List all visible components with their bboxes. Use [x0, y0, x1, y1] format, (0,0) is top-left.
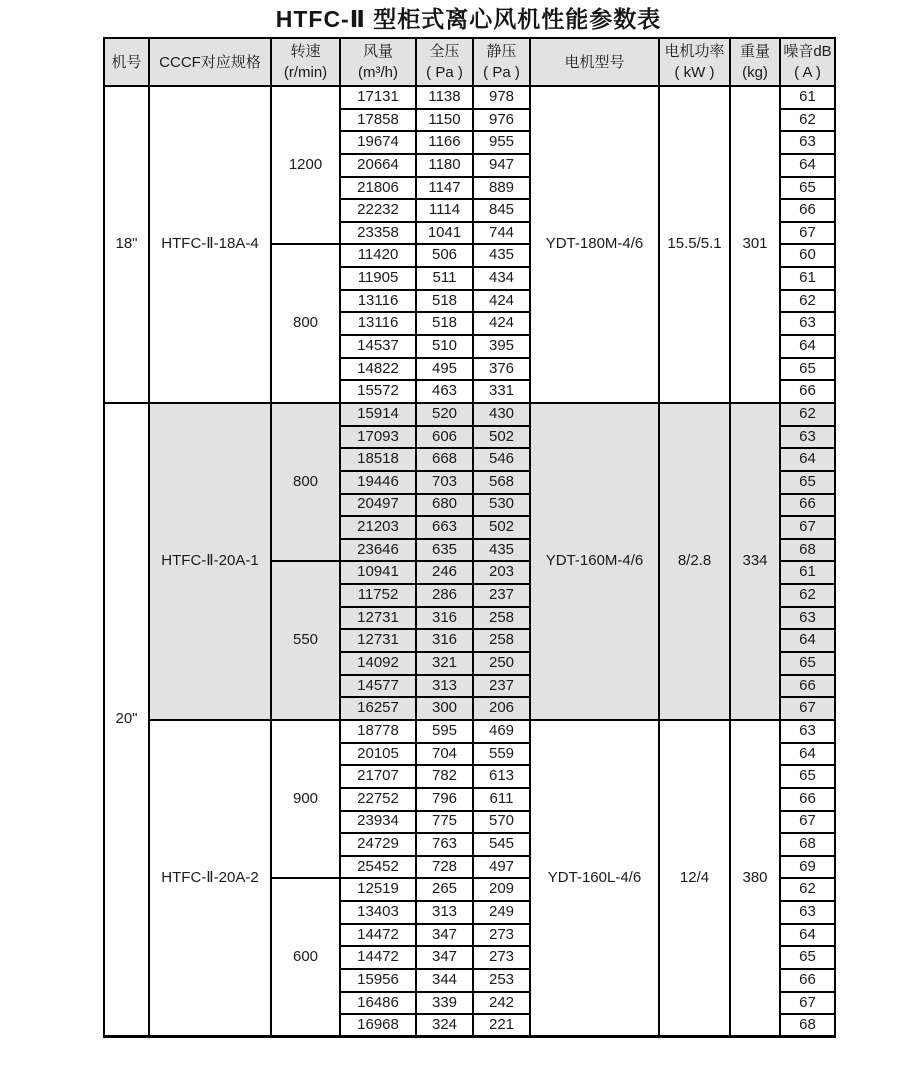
noise-cell: 67	[780, 992, 835, 1015]
static-pressure-cell: 430	[473, 403, 530, 426]
flow-cell: 20105	[340, 743, 416, 766]
weight-cell: 334	[730, 403, 780, 720]
static-pressure-cell: 845	[473, 199, 530, 222]
table-header	[104, 38, 835, 86]
table-row	[104, 720, 835, 743]
noise-cell: 66	[780, 675, 835, 698]
static-pressure-cell: 889	[473, 177, 530, 200]
static-pressure-cell: 568	[473, 471, 530, 494]
speed-cell: 900	[271, 720, 340, 878]
weight-cell: 301	[730, 86, 780, 403]
column-header-line: (m³/h)	[358, 64, 398, 81]
column-header-noise	[780, 38, 835, 86]
column-header-line: 全压	[429, 43, 460, 60]
noise-cell: 66	[780, 380, 835, 403]
total-pressure-cell: 606	[416, 426, 473, 449]
static-pressure-cell: 237	[473, 584, 530, 607]
flow-cell: 17858	[340, 109, 416, 132]
flow-cell: 19674	[340, 131, 416, 154]
total-pressure-cell: 1041	[416, 222, 473, 245]
flow-cell: 12519	[340, 878, 416, 901]
total-pressure-cell: 728	[416, 856, 473, 879]
flow-cell: 18778	[340, 720, 416, 743]
noise-cell: 67	[780, 516, 835, 539]
flow-cell: 12731	[340, 629, 416, 652]
static-pressure-cell: 237	[473, 675, 530, 698]
column-header-static_pressure	[473, 38, 530, 86]
total-pressure-cell: 704	[416, 743, 473, 766]
flow-cell: 11752	[340, 584, 416, 607]
static-pressure-cell: 978	[473, 86, 530, 109]
noise-cell: 63	[780, 901, 835, 924]
flow-cell: 18518	[340, 448, 416, 471]
column-header-line: 电机型号	[564, 53, 625, 71]
static-pressure-cell: 530	[473, 494, 530, 517]
cccf-spec-cell: HTFC-Ⅱ-18A-4	[149, 86, 271, 403]
flow-cell: 14822	[340, 358, 416, 381]
static-pressure-cell: 242	[473, 992, 530, 1015]
flow-cell: 14092	[340, 652, 416, 675]
column-header-line: 静压	[486, 43, 517, 60]
noise-cell: 66	[780, 494, 835, 517]
column-header-line: 噪音dB	[783, 43, 832, 60]
total-pressure-cell: 316	[416, 629, 473, 652]
noise-cell: 68	[780, 539, 835, 562]
flow-cell: 17093	[340, 426, 416, 449]
speed-cell: 600	[271, 878, 340, 1036]
total-pressure-cell: 511	[416, 267, 473, 290]
noise-cell: 61	[780, 561, 835, 584]
total-pressure-cell: 265	[416, 878, 473, 901]
static-pressure-cell: 258	[473, 607, 530, 630]
total-pressure-cell: 703	[416, 471, 473, 494]
static-pressure-cell: 435	[473, 244, 530, 267]
column-header-line: ( Pa )	[483, 64, 520, 81]
total-pressure-cell: 246	[416, 561, 473, 584]
total-pressure-cell: 1180	[416, 154, 473, 177]
cccf-spec-cell: HTFC-Ⅱ-20A-1	[149, 403, 271, 720]
flow-cell: 14472	[340, 946, 416, 969]
flow-cell: 23358	[340, 222, 416, 245]
static-pressure-cell: 273	[473, 924, 530, 947]
total-pressure-cell: 1166	[416, 131, 473, 154]
table-container	[103, 4, 834, 1038]
total-pressure-cell: 520	[416, 403, 473, 426]
total-pressure-cell: 1114	[416, 199, 473, 222]
noise-cell: 68	[780, 833, 835, 856]
static-pressure-cell: 947	[473, 154, 530, 177]
table-body	[104, 86, 835, 1037]
column-header-machine_no	[104, 38, 149, 86]
column-header-motor_model	[530, 38, 659, 86]
noise-cell: 62	[780, 584, 835, 607]
total-pressure-cell: 668	[416, 448, 473, 471]
total-pressure-cell: 1147	[416, 177, 473, 200]
total-pressure-cell: 518	[416, 312, 473, 335]
total-pressure-cell: 339	[416, 992, 473, 1015]
noise-cell: 64	[780, 448, 835, 471]
column-header-line: 重量	[739, 43, 770, 60]
noise-cell: 65	[780, 358, 835, 381]
noise-cell: 66	[780, 969, 835, 992]
flow-cell: 13116	[340, 312, 416, 335]
column-header-line: ( kW )	[674, 64, 715, 81]
total-pressure-cell: 347	[416, 924, 473, 947]
flow-cell: 12731	[340, 607, 416, 630]
static-pressure-cell: 502	[473, 426, 530, 449]
noise-cell: 65	[780, 652, 835, 675]
total-pressure-cell: 635	[416, 539, 473, 562]
static-pressure-cell: 545	[473, 833, 530, 856]
static-pressure-cell: 546	[473, 448, 530, 471]
static-pressure-cell: 221	[473, 1014, 530, 1037]
noise-cell: 67	[780, 222, 835, 245]
total-pressure-cell: 680	[416, 494, 473, 517]
static-pressure-cell: 744	[473, 222, 530, 245]
static-pressure-cell: 976	[473, 109, 530, 132]
column-header-line: ( Pa )	[426, 64, 463, 81]
total-pressure-cell: 506	[416, 244, 473, 267]
total-pressure-cell: 286	[416, 584, 473, 607]
noise-cell: 63	[780, 312, 835, 335]
static-pressure-cell: 497	[473, 856, 530, 879]
fan-performance-table	[103, 37, 836, 1038]
noise-cell: 64	[780, 743, 835, 766]
flow-cell: 10941	[340, 561, 416, 584]
static-pressure-cell: 611	[473, 788, 530, 811]
total-pressure-cell: 316	[416, 607, 473, 630]
table-row	[104, 86, 835, 109]
total-pressure-cell: 321	[416, 652, 473, 675]
static-pressure-cell: 273	[473, 946, 530, 969]
weight-cell: 380	[730, 720, 780, 1037]
noise-cell: 64	[780, 924, 835, 947]
static-pressure-cell: 424	[473, 312, 530, 335]
static-pressure-cell: 331	[473, 380, 530, 403]
noise-cell: 66	[780, 788, 835, 811]
flow-cell: 22752	[340, 788, 416, 811]
flow-cell: 15956	[340, 969, 416, 992]
speed-cell: 550	[271, 561, 340, 719]
noise-cell: 62	[780, 403, 835, 426]
static-pressure-cell: 502	[473, 516, 530, 539]
column-header-flow	[340, 38, 416, 86]
static-pressure-cell: 253	[473, 969, 530, 992]
noise-cell: 63	[780, 131, 835, 154]
flow-cell: 17131	[340, 86, 416, 109]
total-pressure-cell: 663	[416, 516, 473, 539]
header-row	[104, 38, 835, 86]
motor-model-cell: YDT-160L-4/6	[530, 720, 659, 1037]
noise-cell: 63	[780, 607, 835, 630]
static-pressure-cell: 376	[473, 358, 530, 381]
total-pressure-cell: 796	[416, 788, 473, 811]
flow-cell: 22232	[340, 199, 416, 222]
total-pressure-cell: 595	[416, 720, 473, 743]
noise-cell: 61	[780, 267, 835, 290]
column-header-cccf	[149, 38, 271, 86]
total-pressure-cell: 518	[416, 290, 473, 313]
column-header-total_pressure	[416, 38, 473, 86]
flow-cell: 21806	[340, 177, 416, 200]
static-pressure-cell: 209	[473, 878, 530, 901]
total-pressure-cell: 300	[416, 697, 473, 720]
flow-cell: 13116	[340, 290, 416, 313]
motor-power-cell: 12/4	[659, 720, 730, 1037]
flow-cell: 19446	[340, 471, 416, 494]
noise-cell: 65	[780, 765, 835, 788]
noise-cell: 62	[780, 290, 835, 313]
noise-cell: 64	[780, 335, 835, 358]
column-header-line: ( A )	[794, 64, 821, 81]
noise-cell: 62	[780, 878, 835, 901]
speed-cell: 800	[271, 244, 340, 402]
machine-no-cell: 20"	[104, 403, 149, 1037]
column-header-motor_power	[659, 38, 730, 86]
flow-cell: 25452	[340, 856, 416, 879]
noise-cell: 67	[780, 697, 835, 720]
flow-cell: 15914	[340, 403, 416, 426]
noise-cell: 69	[780, 856, 835, 879]
column-header-line: 转速	[290, 43, 321, 60]
column-header-weight	[730, 38, 780, 86]
flow-cell: 16257	[340, 697, 416, 720]
static-pressure-cell: 250	[473, 652, 530, 675]
noise-cell: 65	[780, 471, 835, 494]
flow-cell: 20664	[340, 154, 416, 177]
flow-cell: 13403	[340, 901, 416, 924]
total-pressure-cell: 495	[416, 358, 473, 381]
flow-cell: 16968	[340, 1014, 416, 1037]
column-header-line: 风量	[362, 43, 393, 60]
static-pressure-cell: 203	[473, 561, 530, 584]
noise-cell: 64	[780, 629, 835, 652]
speed-cell: 1200	[271, 86, 340, 244]
total-pressure-cell: 775	[416, 811, 473, 834]
column-header-line: (kg)	[742, 64, 768, 81]
flow-cell: 20497	[340, 494, 416, 517]
total-pressure-cell: 324	[416, 1014, 473, 1037]
flow-cell: 16486	[340, 992, 416, 1015]
page-title: HTFC-Ⅱ 型柜式离心风机性能参数表	[275, 6, 662, 32]
column-header-line: 电机功率	[664, 43, 725, 60]
noise-cell: 61	[780, 86, 835, 109]
static-pressure-cell: 206	[473, 697, 530, 720]
cccf-spec-cell: HTFC-Ⅱ-20A-2	[149, 720, 271, 1037]
flow-cell: 21203	[340, 516, 416, 539]
noise-cell: 60	[780, 244, 835, 267]
static-pressure-cell: 469	[473, 720, 530, 743]
total-pressure-cell: 1138	[416, 86, 473, 109]
column-header-line: 机号	[111, 53, 142, 71]
total-pressure-cell: 313	[416, 901, 473, 924]
flow-cell: 11420	[340, 244, 416, 267]
noise-cell: 63	[780, 426, 835, 449]
static-pressure-cell: 249	[473, 901, 530, 924]
flow-cell: 14537	[340, 335, 416, 358]
flow-cell: 23934	[340, 811, 416, 834]
motor-model-cell: YDT-180M-4/6	[530, 86, 659, 403]
table-row	[104, 403, 835, 426]
flow-cell: 14577	[340, 675, 416, 698]
static-pressure-cell: 434	[473, 267, 530, 290]
noise-cell: 63	[780, 720, 835, 743]
speed-cell: 800	[271, 403, 340, 561]
static-pressure-cell: 435	[473, 539, 530, 562]
motor-power-cell: 15.5/5.1	[659, 86, 730, 403]
noise-cell: 62	[780, 109, 835, 132]
total-pressure-cell: 463	[416, 380, 473, 403]
total-pressure-cell: 510	[416, 335, 473, 358]
column-header-speed	[271, 38, 340, 86]
flow-cell: 21707	[340, 765, 416, 788]
flow-cell: 23646	[340, 539, 416, 562]
flow-cell: 11905	[340, 267, 416, 290]
flow-cell: 24729	[340, 833, 416, 856]
total-pressure-cell: 763	[416, 833, 473, 856]
total-pressure-cell: 1150	[416, 109, 473, 132]
noise-cell: 68	[780, 1014, 835, 1037]
total-pressure-cell: 344	[416, 969, 473, 992]
static-pressure-cell: 559	[473, 743, 530, 766]
total-pressure-cell: 782	[416, 765, 473, 788]
motor-power-cell: 8/2.8	[659, 403, 730, 720]
static-pressure-cell: 955	[473, 131, 530, 154]
static-pressure-cell: 570	[473, 811, 530, 834]
static-pressure-cell: 395	[473, 335, 530, 358]
noise-cell: 66	[780, 199, 835, 222]
motor-model-cell: YDT-160M-4/6	[530, 403, 659, 720]
static-pressure-cell: 424	[473, 290, 530, 313]
column-header-line: (r/min)	[283, 64, 328, 81]
total-pressure-cell: 313	[416, 675, 473, 698]
machine-no-cell: 18"	[104, 86, 149, 403]
static-pressure-cell: 258	[473, 629, 530, 652]
noise-cell: 65	[780, 177, 835, 200]
flow-cell: 14472	[340, 924, 416, 947]
column-header-line: CCCF对应规格	[159, 53, 261, 71]
noise-cell: 64	[780, 154, 835, 177]
noise-cell: 67	[780, 811, 835, 834]
total-pressure-cell: 347	[416, 946, 473, 969]
noise-cell: 65	[780, 946, 835, 969]
static-pressure-cell: 613	[473, 765, 530, 788]
flow-cell: 15572	[340, 380, 416, 403]
